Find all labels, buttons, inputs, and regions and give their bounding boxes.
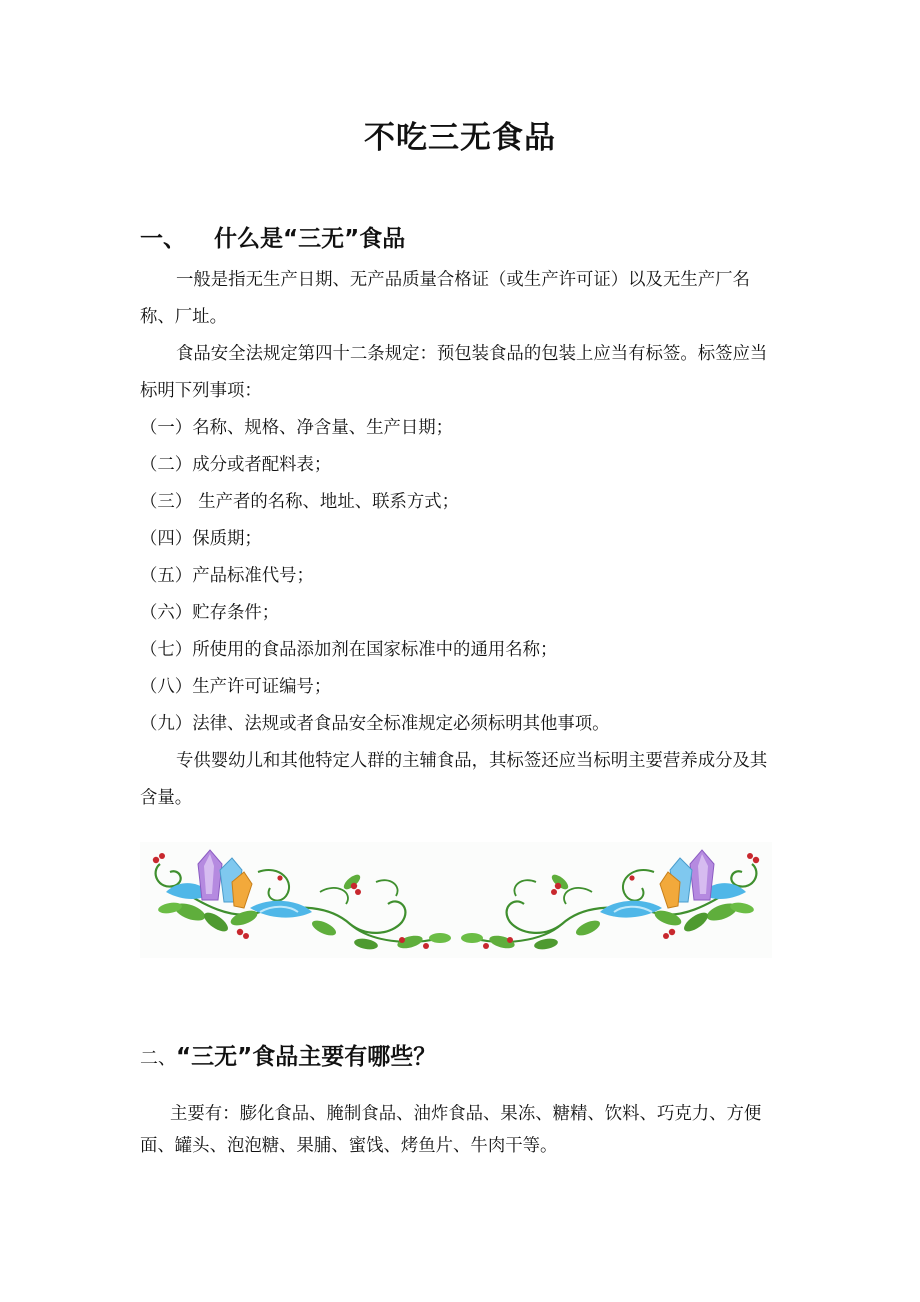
list-item-number: （九） (140, 714, 193, 734)
list-item-text: 名称、规格、净含量、生产日期； (192, 418, 454, 438)
list-item-number: （四） (140, 529, 193, 549)
list-item-number: （二） (140, 455, 193, 475)
list-item-number: （六） (140, 603, 193, 623)
list-item-text: 贮存条件； (192, 603, 280, 623)
vine-crystal-ornament-icon (140, 842, 772, 958)
list-item (140, 632, 782, 669)
section2-body (140, 1098, 782, 1162)
list-item-text: 保质期； (192, 529, 262, 549)
section1-body (140, 262, 782, 817)
list-item-text: 成分或者配料表； (192, 455, 332, 475)
section1-heading-text: 什么是“三无”食品 (214, 226, 406, 252)
section1-heading (140, 220, 405, 253)
list-item-text: 所使用的食品添加剂在国家标准中的通用名称； (192, 640, 558, 660)
list-item-number: （五） (140, 566, 193, 586)
list-item (140, 447, 782, 484)
list-item-text: 产品标准代号； (192, 566, 314, 586)
list-item (140, 521, 782, 558)
section1-paragraph-3: 专供婴幼儿和其他特定人群的主辅食品，其标签还应当标明主要营养成分及其含量。 (140, 751, 768, 808)
section1-paragraph-1: 一般是指无生产日期、无产品质量合格证（或生产许可证）以及无生产厂名称、厂址。 (140, 270, 750, 327)
section1-paragraph-2: 食品安全法规定第四十二条规定：预包装食品的包装上应当有标签。标签应当标明下列事项： (140, 344, 768, 401)
section2-heading-text: “三无”食品主要有哪些？ (176, 1044, 437, 1070)
list-item (140, 706, 782, 743)
section2-paragraph: 主要有：膨化食品、腌制食品、油炸食品、果冻、糖精、饮料、巧克力、方便面、罐头、泡泡糖、果脯、蜜饯、烤鱼片、牛肉干等。 (140, 1104, 762, 1156)
list-item (140, 410, 782, 447)
list-item-text: 生产许可证编号； (192, 677, 332, 697)
list-item (140, 595, 782, 632)
list-item-number: （七） (140, 640, 193, 660)
list-item-text: 法律、法规或者食品安全标准规定必须标明其他事项。 (192, 714, 610, 734)
section2-heading (140, 1038, 436, 1071)
label-items-list (140, 410, 782, 743)
list-item-number: （八） (140, 677, 193, 697)
list-item-number: （一） (140, 418, 193, 438)
list-item (140, 484, 782, 521)
section1-number: 一、 (140, 226, 186, 252)
list-item-text: 生产者的名称、地址、联系方式； (198, 492, 460, 512)
list-item (140, 669, 782, 706)
list-item-number: （三） (140, 492, 193, 512)
list-item (140, 558, 782, 595)
section2-number: 二、 (140, 1048, 176, 1069)
ornament-graphic (140, 842, 772, 958)
page-title: 不吃三无食品 (364, 120, 556, 156)
